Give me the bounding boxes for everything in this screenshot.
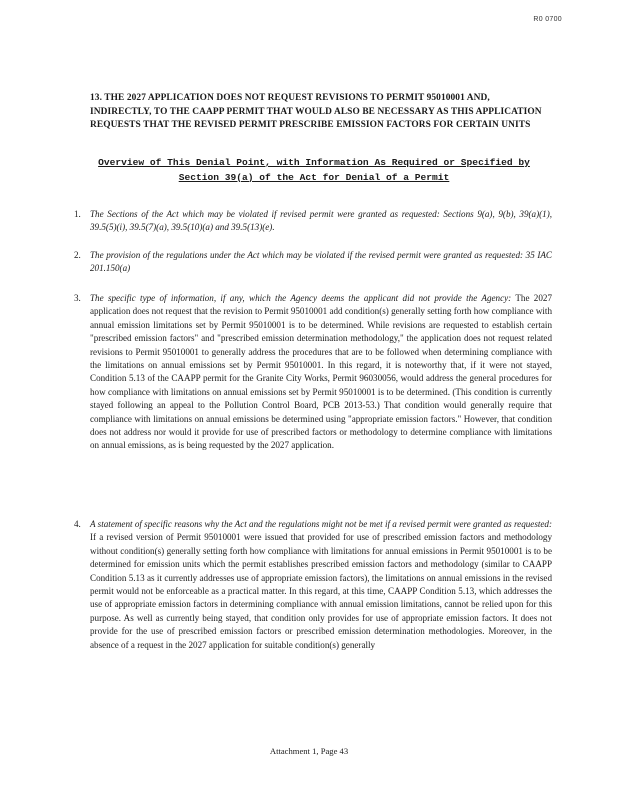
list-item-text: If a revised version of Permit 95010001 were issued that provided for use of prescribed emission factors and methodology without condition(s) generally setting forth how compliance with limitations for annual emissions in Permit 95010001 is to be determined for emission units which the permit establishes prescribed emission factors and methodology (similar to CAAPP Condition 5.13 as it currently addresses use of appropriate emission factors), the limitations on annual emissions in the revised permit would not be enforceable as a practical matter. In this regard, at this time, CAAPP Condition 5.13, which addresses the use of appropriate emission factors in determining compliance with annual emission limitations, cannot be relied upon for this purpose. As well as currently being stayed, that condition only provides for use of appropriate emission factors. It does not provide for the use of prescribed emission factors or prescribed emission determination methodologies. Moreover, in the absence of a request in the 2027 application for suitable condition(s) generally [90,532,552,650]
list-item-4 [62,518,552,652]
list-item-2 [62,249,552,276]
list-item-lead: The Sections of the Act which may be violated if revised permit were granted as requested: Sections 9(a), 9(b), 39(a)(1), 39.5(5)(i), 39.5(7)(a), 39.5(10)(a) and 39.5(13)(e). [90,209,552,233]
list-item-number: 2. [74,250,81,260]
list-item-number: 4. [74,519,81,529]
list-item-1 [62,208,552,235]
list-item-number: 3. [74,293,81,303]
list-item-lead: The specific type of information, if any, which the Agency deems the applicant did not provide the Agency: [90,293,512,303]
list-item-3 [62,292,552,453]
list-item-body [90,208,552,235]
list-item-lead: A statement of specific reasons why the Act and the regulations might not be met if a revised permit were granted as requested: [90,519,552,529]
overview-heading: Overview of This Denial Point, with Information As Required or Specified by Section 39(a) of the Act for Denial of a Permit [98,157,530,183]
list-item-lead: The provision of the regulations under the Act which may be violated if the revised permit were granted as requested: 35 IAC 201.150(a) [90,250,552,274]
section-heading: 13. THE 2027 APPLICATION DOES NOT REQUEST REVISIONS TO PERMIT 95010001 AND, INDIRECTLY, TO THE CAAPP PERMIT THAT WOULD ALSO BE NECESSARY AS THIS APPLICATION REQUESTS THAT THE REVISED PERMIT PRESCRIBE EMISSION FACTORS FOR CERTAIN UNITS [90,93,542,130]
list-item-body [90,292,552,453]
list-item-body [90,518,552,652]
list-item-text: The 2027 application does not request that the revision to Permit 95010001 add condition(s) generally setting forth how compliance with annual emission limitations set by Permit 95010001 is to be determined. While revisions are requested to establish certain "prescribed emission factors" and "prescribed emission determination methodology," the application does not request related revisions to Permit 95010001 to generally address the procedures that are to be followed when determining compliance with the limitations on annual emissions set by Permit 95010001. In this regard, it is noteworthy that, if it were not stayed, Condition 5.13 of the CAAPP permit for the Granite City Works, Permit 96030056, would address the general procedures for how compliance with limitations on annual emissions set by Permit 95010001 is to be determined. (This condition is currently stayed following an appeal to the Pollution Control Board, PCB 2013-53.) That condition would generally require that compliance with limitations on annual emissions be determined using "appropriate emission factors." However, that condition does not address nor would it provide for use of prescribed factors or methodology to determine compliance with limitations on annual emissions, as is being requested by the 2027 application. [90,293,552,451]
list-item-number: 1. [74,209,81,219]
list-item-body [90,249,552,276]
page-footer: Attachment 1, Page 43 [269,746,349,756]
page-id: R0 0700 [533,16,562,23]
